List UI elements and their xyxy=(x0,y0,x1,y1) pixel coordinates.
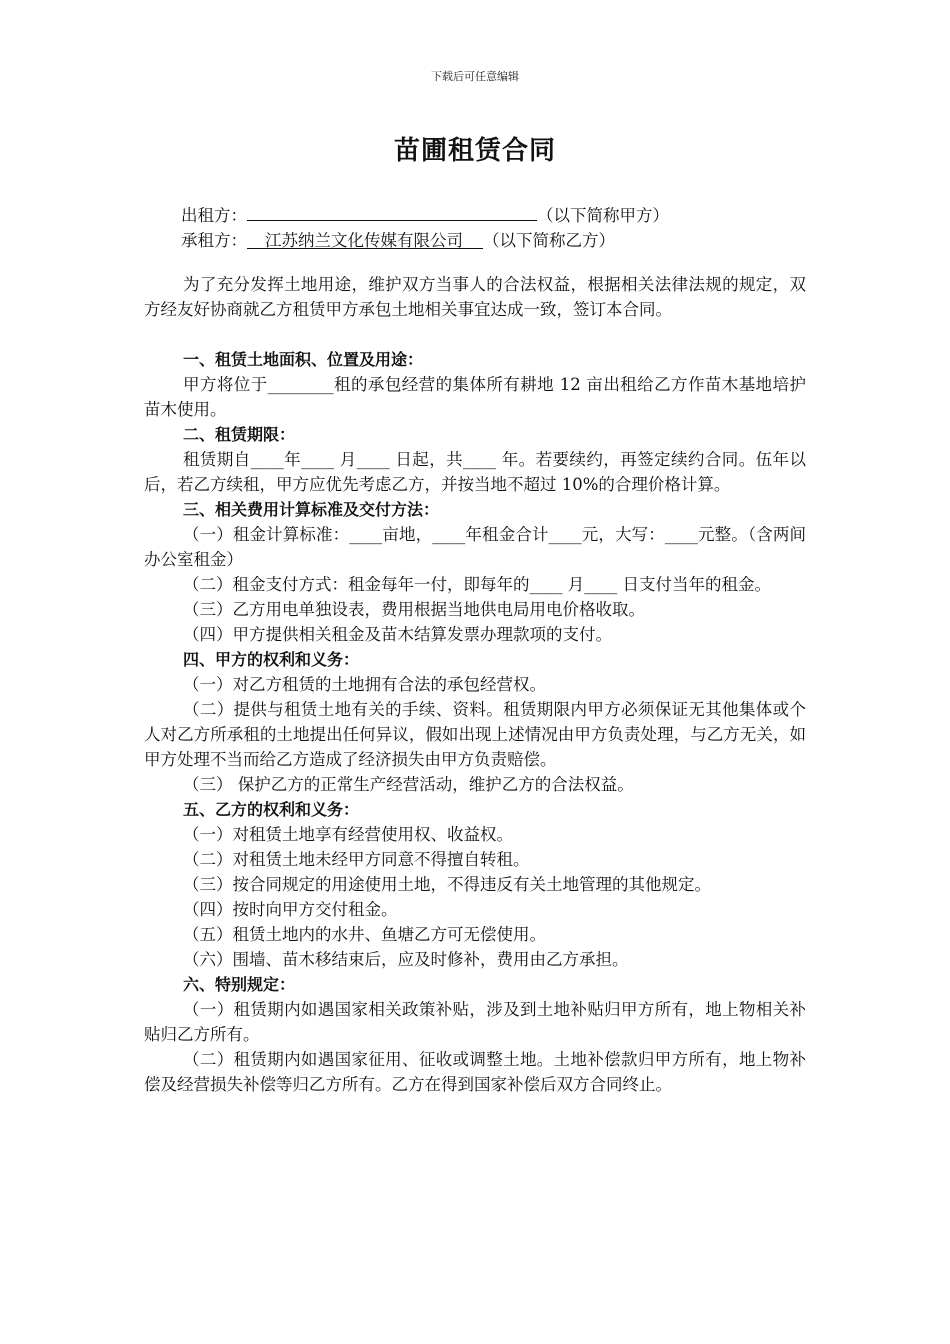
intro-paragraph: 为了充分发挥土地用途，维护双方当事人的合法权益，根据相关法律法规的规定，双方经友好协商就乙方租赁甲方承包土地相关事宜达成一致，签订本合同。 xyxy=(144,275,806,319)
lessor-line xyxy=(181,200,669,228)
section-paragraph: （四）按时向甲方交付租金。 xyxy=(183,900,398,919)
lessor-blank xyxy=(247,200,537,221)
section-paragraph: （二）租赁期内如遇国家征用、征收或调整土地。土地补偿款归甲方所有，地上物补偿及经营损失补偿等归乙方所有。乙方在得到国家补偿后双方合同终止。 xyxy=(144,1050,806,1094)
section-heading: 四、甲方的权利和义务： xyxy=(183,650,360,669)
lessee-label: 承租方： xyxy=(181,231,247,250)
section-paragraph: 租赁期自____年____ 月____ 日起，共____ 年。若要续约，再签定续约合同。伍年以后，若乙方续租，甲方应优先考虑乙方，并按当地不超过 10%的合理价格计算。 xyxy=(144,450,806,494)
section-paragraph: （二）提供与租赁土地有关的手续、资料。租赁期限内甲方必须保证无其他集体或个人对乙方所承租的土地提出任何异议，假如出现上述情况由甲方负责处理，与乙方无关，如甲方处理不当而给乙方造成了经济损失由甲方负责赔偿。 xyxy=(144,700,806,769)
section-heading: 二、租赁期限： xyxy=(183,425,296,444)
lessee-suffix: （以下简称乙方） xyxy=(483,231,615,250)
section-heading: 五、乙方的权利和义务： xyxy=(183,800,360,819)
contract-body xyxy=(144,272,806,1097)
section-paragraph: （一）租金计算标准：____亩地，____年租金合计____元，大写：____元整。（含两间办公室租金） xyxy=(144,525,806,569)
section-heading: 一、租赁土地面积、位置及用途： xyxy=(183,350,424,369)
section-paragraph: （三）乙方用电单独设表，费用根据当地供电局用电价格收取。 xyxy=(183,600,645,619)
section-paragraph: （一）对租赁土地享有经营使用权、收益权。 xyxy=(183,825,513,844)
section-paragraph: （三） 保护乙方的正常生产经营活动，维护乙方的合法权益。 xyxy=(183,775,634,794)
section-paragraph: （六）围墙、苗木移结束后，应及时修补，费用由乙方承担。 xyxy=(183,950,629,969)
section-heading: 六、特别规定： xyxy=(183,975,296,994)
section-paragraph: （五）租赁土地内的水井、鱼塘乙方可无偿使用。 xyxy=(183,925,546,944)
section-paragraph: （四）甲方提供相关租金及苗木结算发票办理款项的支付。 xyxy=(183,625,612,644)
document-title: 苗圃租赁合同 xyxy=(393,136,556,166)
section-heading: 三、相关费用计算标准及交付方法： xyxy=(183,500,440,519)
section-paragraph: 甲方将位于________租的承包经营的集体所有耕地 12 亩出租给乙方作苗木基地培护苗木使用。 xyxy=(144,375,806,419)
lessor-label: 出租方： xyxy=(181,206,247,225)
section-paragraph: （二）租金支付方式：租金每年一付，即每年的____ 月____ 日支付当年的租金。 xyxy=(183,575,771,594)
section-paragraph: （二）对租赁土地未经甲方同意不得擅自转租。 xyxy=(183,850,530,869)
header-note: 下载后可任意编辑 xyxy=(431,70,519,83)
lessee-line xyxy=(181,228,669,253)
lessee-name: 江苏纳兰文化传媒有限公司 xyxy=(247,228,483,249)
lessor-suffix: （以下简称甲方） xyxy=(537,206,669,225)
section-paragraph: （三）按合同规定的用途使用土地，不得违反有关土地管理的其他规定。 xyxy=(183,875,711,894)
section-paragraph: （一）租赁期内如遇国家相关政策补贴，涉及到土地补贴归甲方所有，地上物相关补贴归乙方所有。 xyxy=(144,1000,806,1044)
party-block xyxy=(181,200,669,253)
section-paragraph: （一）对乙方租赁的土地拥有合法的承包经营权。 xyxy=(183,675,546,694)
